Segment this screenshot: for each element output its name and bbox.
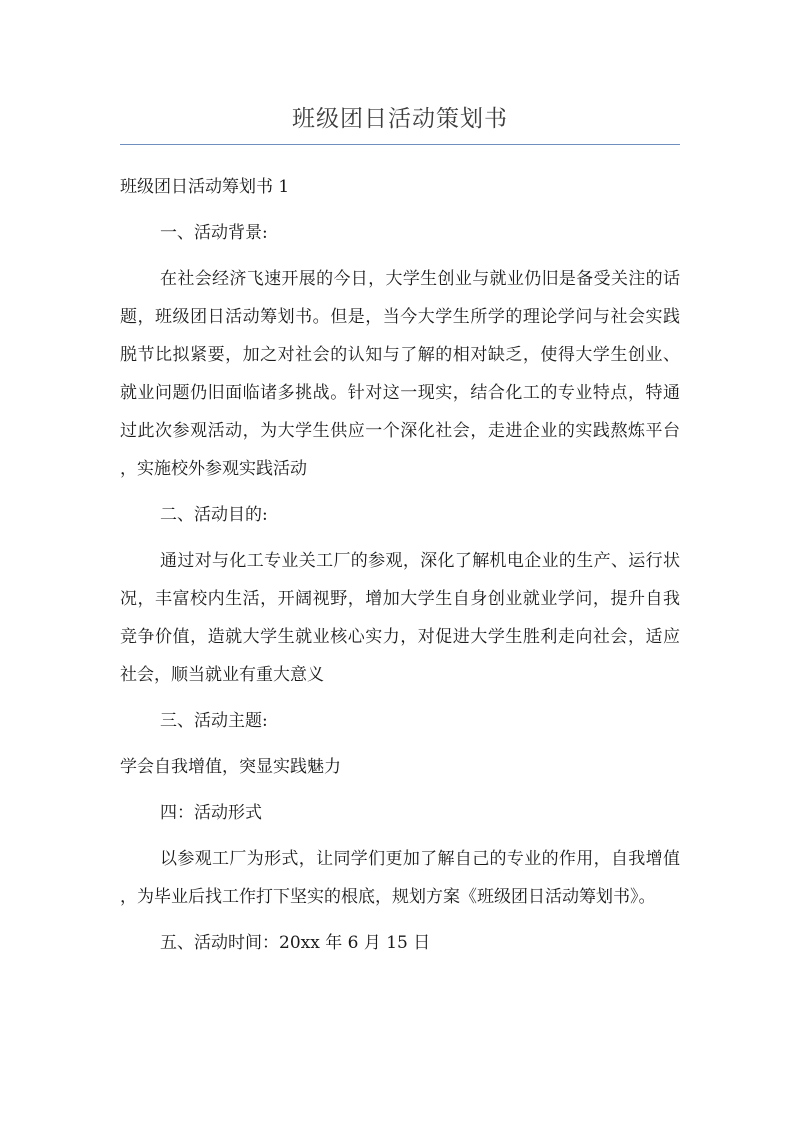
spacer [120, 488, 680, 496]
spacer [120, 916, 680, 924]
spacer [120, 206, 680, 214]
spacer [120, 740, 680, 748]
section-heading-theme: 三、活动主题: [160, 711, 268, 731]
spacer [120, 786, 680, 794]
section-paragraph-format: 以参观工厂为形式，让同学们更加了解自己的专业的作用，自我增值，为毕业后找工作打下坚实的根底，规划方案《班级团日活动筹划书》。 [120, 849, 680, 907]
section-paragraph-background: 在社会经济飞速开展的今日，大学生创业与就业仍旧是备受关注的话题，班级团日活动筹划书。但是，当今大学生所学的理论学问与社会实践脱节比拟紧要，加之对社会的认知与了解的相对缺乏，使得大学生创业、就业问题仍旧面临诸多挑战。针对这一现实，结合化工的专业特点，特通过此次参观活动，为大学生供应一个深化社会，走进企业的实践熬炼平台，实施校外参观实践活动 [120, 269, 680, 479]
section-heading-purpose: 二、活动目的: [160, 505, 268, 525]
section-heading-background: 一、活动背景: [160, 223, 268, 243]
title-underline [120, 144, 680, 145]
section-heading-format: 四：活动形式 [160, 803, 262, 823]
document-subtitle: 班级团日活动筹划书 1 [120, 177, 290, 197]
spacer [120, 694, 680, 702]
section-heading-time: 五、活动时间：20xx 年 6 月 15 日 [160, 933, 431, 953]
section-paragraph-theme: 学会自我增值，突显实践魅力 [120, 757, 341, 777]
spacer [120, 832, 680, 840]
section-paragraph-purpose: 通过对与化工专业关工厂的参观，深化了解机电企业的生产、运行状况，丰富校内生活，开阔视野，增加大学生自身创业就业学问，提升自我竞争价值，造就大学生就业核心实力，对促进大学生胜利走向社会，适应社会，顺当就业有重大意义 [120, 551, 680, 685]
document-body [120, 168, 680, 962]
spacer [120, 534, 680, 542]
document-title: 班级团日活动策划书 [292, 106, 508, 132]
spacer [120, 252, 680, 260]
